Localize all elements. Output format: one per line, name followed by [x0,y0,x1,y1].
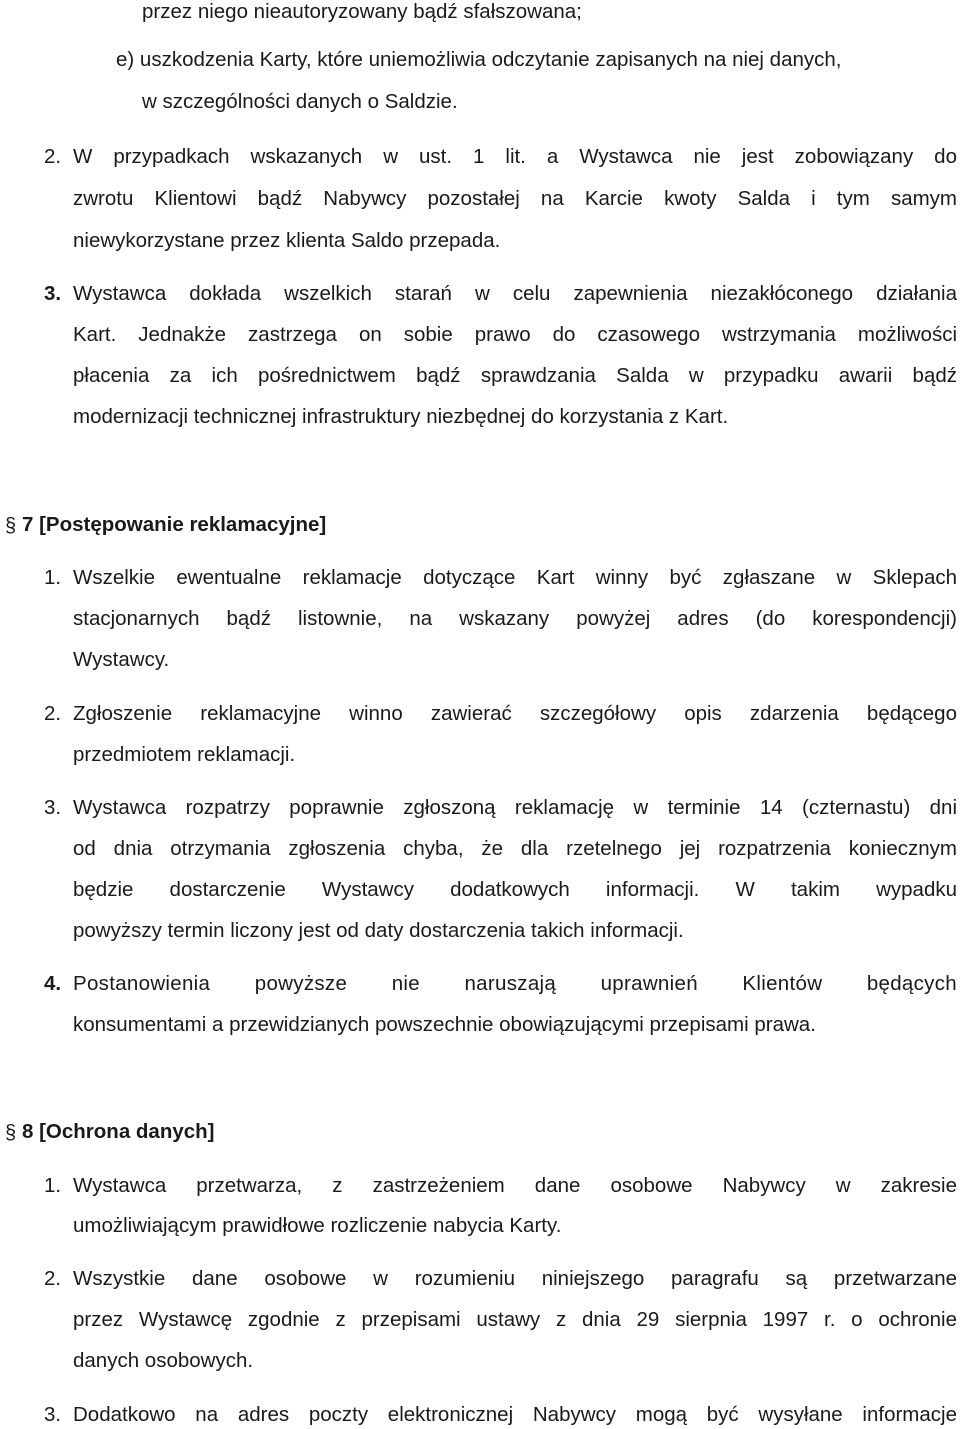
paragraph-line: od dnia otrzymania zgłoszenia chyba, że dla rzetelnego jej rozpatrzenia koniecznym [73,837,957,860]
text-line: przez niego nieautoryzowany bądź sfałszowana; [142,0,582,23]
section-symbol: § [5,515,17,537]
paragraph-line: modernizacji technicznej infrastruktury niezbędnej do korzystania z Kart. [73,405,729,428]
paragraph-number: 1. [44,566,62,589]
paragraph-line: W przypadkach wskazanych w ust. 1 lit. a Wystawca nie jest zobowiązany do [73,145,957,168]
paragraph-line: Dodatkowo na adres poczty elektronicznej Nabywcy mogą być wysyłane informacje [73,1403,957,1426]
paragraph-line: Wszelkie ewentualne reklamacje dotyczące Kart winny być zgłaszane w Sklepach [73,566,957,589]
list-item-e: e) uszkodzenia Karty, które uniemożliwia odczytanie zapisanych na niej danych, [116,48,842,71]
paragraph-line: Wystawca rozpatrzy poprawnie zgłoszoną reklamację w terminie 14 (czternastu) dni [73,796,957,819]
paragraph-number: 1. [44,1174,62,1197]
section-symbol: § [5,1122,17,1144]
paragraph-number: 2. [44,702,62,725]
paragraph-number: 2. [44,1267,62,1290]
paragraph-number: 3. [44,282,62,305]
paragraph-number: 4. [44,972,62,995]
section-heading: 8 [Ochrona danych] [22,1120,215,1143]
paragraph-line: płacenia za ich pośrednictwem bądź sprawdzania Salda w przypadku awarii bądź [73,364,957,387]
paragraph-line: Zgłoszenie reklamacyjne winno zawierać szczegółowy opis zdarzenia będącego [73,702,957,725]
paragraph-line: Postanowienia powyższe nie naruszają uprawnień Klientów będących [73,972,957,995]
paragraph-line: umożliwiającym prawidłowe rozliczenie nabycia Karty. [73,1214,562,1237]
paragraph-line: Wystawca dokłada wszelkich starań w celu zapewnienia niezakłóconego działania [73,282,957,305]
paragraph-line: przedmiotem reklamacji. [73,743,296,766]
paragraph-line: zwrotu Klientowi bądź Nabywcy pozostałej na Karcie kwoty Salda i tym samym [73,187,957,210]
paragraph-line: powyższy termin liczony jest od daty dostarczenia takich informacji. [73,919,684,942]
paragraph-line: niewykorzystane przez klienta Saldo przepada. [73,229,501,252]
paragraph-number: 2. [44,145,62,168]
paragraph-line: konsumentami a przewidzianych powszechnie obowiązującymi przepisami prawa. [73,1013,816,1036]
paragraph-line: Wystawcy. [73,648,170,671]
paragraph-line: będzie dostarczenie Wystawcy dodatkowych informacji. W takim wypadku [73,878,957,901]
paragraph-line: przez Wystawcę zgodnie z przepisami ustawy z dnia 29 sierpnia 1997 r. o ochronie [73,1308,957,1331]
paragraph-line: stacjonarnych bądź listownie, na wskazany powyżej adres (do korespondencji) [73,607,957,630]
paragraph-number: 3. [44,796,62,819]
paragraph-line: Wystawca przetwarza, z zastrzeżeniem dane osobowe Nabywcy w zakresie [73,1174,957,1197]
paragraph-line: danych osobowych. [73,1349,254,1372]
paragraph-line: Kart. Jednakże zastrzega on sobie prawo do czasowego wstrzymania możliwości [73,323,957,346]
paragraph-number: 3. [44,1403,62,1426]
list-item-e-continuation: w szczególności danych o Saldzie. [142,90,458,113]
paragraph-line: Wszystkie dane osobowe w rozumieniu niniejszego paragrafu są przetwarzane [73,1267,957,1290]
section-heading: 7 [Postępowanie reklamacyjne] [22,513,327,536]
